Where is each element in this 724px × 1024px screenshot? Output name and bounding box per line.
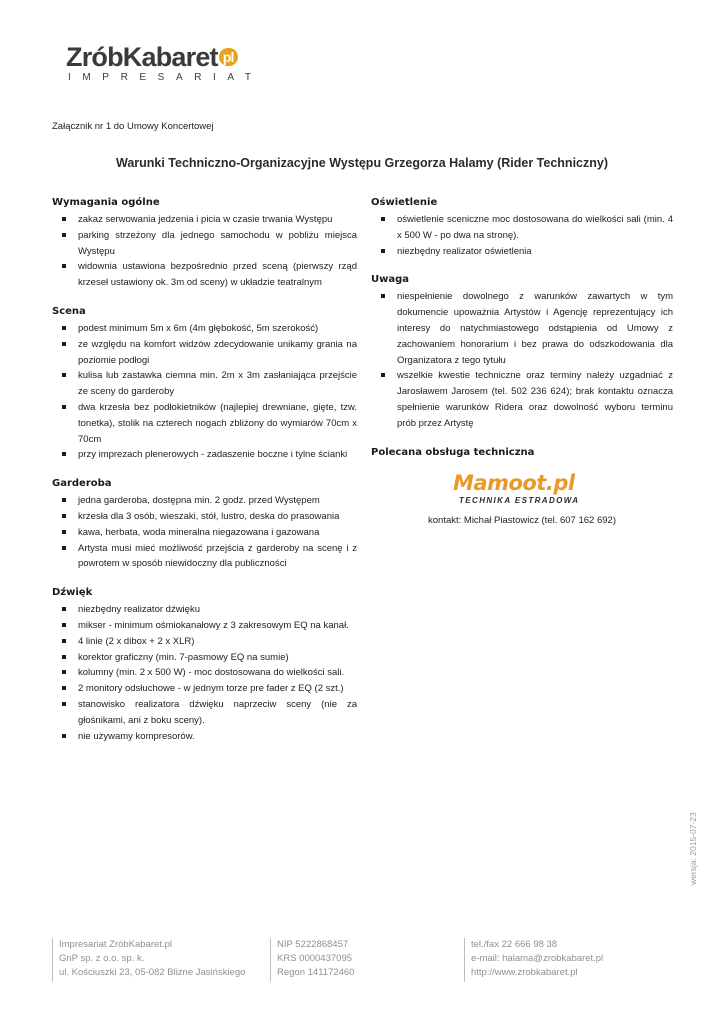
list-item: parking strzeżony dla jednego samochodu w pobliżu miejsca Występu [52, 228, 357, 260]
list-item: widownia ustawiona bezpośrednio przed sceną (pierwszy rząd krzeseł ustawiony ok. 3m od sceny) w układzie teatralnym [52, 259, 357, 291]
section-dressing-room [52, 477, 357, 572]
footer-line: GnP sp. z o.o. sp. k. [59, 953, 145, 964]
list-item: stanowisko realizatora dźwięku naprzeciw sceny (nie za głośnikami, ani z boku sceny). [52, 697, 357, 729]
list-item: 2 monitory odsłuchowe - w jednym torze pre fader z EQ (2 szt.) [52, 681, 357, 697]
list-item: kulisa lub zastawka ciemna min. 2m x 3m zasłaniająca przejście ze sceny do garderoby [52, 368, 357, 400]
left-column [52, 196, 357, 758]
list-item: Artysta musi mieć możliwość przejścia z garderoby na scenę i z powrotem w sposób niewidoczny dla publiczności [52, 541, 357, 573]
item-list [52, 212, 357, 291]
list-item: podest minimum 5m x 6m (4m głębokość, 5m szerokość) [52, 321, 357, 337]
footer-website-link[interactable]: http://www.zrobkabaret.pl [471, 967, 578, 978]
footer-registration [270, 938, 354, 982]
section-notice [371, 273, 673, 431]
document-title: Warunki Techniczno-Organizacyjne Występu Grzegorza Halamy (Rider Techniczny) [115, 156, 608, 170]
section-heading: Oświetlenie [371, 197, 438, 208]
section-sound [52, 586, 357, 744]
footer-contact [464, 938, 603, 982]
list-item: ze względu na komfort widzów zdecydowanie unikamy grania na poziomie podłogi [52, 337, 357, 369]
section-heading: Garderoba [52, 478, 112, 490]
mamoot-logo-name: Mamoot.pl [453, 470, 575, 495]
company-logo [66, 42, 266, 90]
section-stage [52, 305, 357, 463]
right-column [371, 196, 673, 540]
item-list [52, 602, 357, 744]
footer-line: KRS 0000437095 [277, 953, 353, 964]
item-list [371, 212, 673, 259]
list-item: oświetlenie sceniczne moc dostosowana do wielkości sali (min. 4 x 500 W - po dwa na stronę). [371, 212, 673, 244]
logo-main-text: ZróbKabaret [66, 42, 218, 72]
section-heading: Scena [52, 305, 86, 317]
list-item: 4 linie (2 x dibox + 2 x XLR) [52, 634, 357, 650]
section-heading: Wymagania ogólne [52, 197, 160, 208]
section-heading: Polecana obsługa techniczna [371, 446, 535, 458]
attachment-label: Załącznik nr 1 do Umowy Koncertowej [52, 121, 214, 132]
contact-line: kontakt: Michał Piastowicz (tel. 607 162 692) [428, 514, 616, 526]
list-item: niespełnienie dowolnego z warunków zawartych w tym dokumencie upoważnia Artystów i Agencję reprezentujący ich interesy do natychmiastowego odstąpienia od Umowy z zachowaniem honorarium i bez prawa do odszkodowania dla Organizatora z tego tytułu [371, 289, 673, 368]
list-item: kolumny (min. 2 x 500 W) - moc dostosowana do wielkości sali. [52, 665, 357, 681]
list-item: korektor graficzny (min. 7-pasmowy EQ na sumie) [52, 650, 357, 666]
item-list [371, 289, 673, 431]
logo-subtitle: IMPRESARIAT [68, 72, 263, 83]
list-item: niezbędny realizator oświetlenia [371, 244, 673, 260]
item-list [52, 493, 357, 572]
list-item: niezbędny realizator dźwięku [52, 602, 357, 618]
footer-line: Impresariat ZróbKabaret.pl [59, 939, 172, 950]
list-item: zakaz serwowania jedzenia i picia w czasie trwania Występu [52, 212, 357, 228]
section-lighting [371, 196, 673, 259]
logo-pl-badge: pl [219, 48, 238, 66]
list-item: krzesła dla 3 osób, wieszaki, stół, lustro, deska do prasowania [52, 509, 357, 525]
list-item: nie używamy kompresorów. [52, 729, 357, 745]
item-list [52, 321, 357, 463]
list-item: mikser - minimum ośmiokanałowy z 3 zakresowym EQ na kanał. [52, 618, 357, 634]
list-item: dwa krzesła bez podłokietników (najlepiej drewniane, gięte, tzw. tonetka), stolik na czterech nogach zbliżony do wymiarów 70cm x 70cm [52, 400, 357, 447]
page-footer [52, 938, 682, 980]
section-general [52, 196, 357, 291]
section-heading: Uwaga [371, 274, 410, 286]
section-recommended [371, 446, 673, 526]
footer-company [52, 938, 245, 982]
footer-phone: tel./fax 22 666 98 38 [471, 939, 558, 950]
list-item: wszelkie kwestie techniczne oraz terminy należy uzgadniać z Jarosławem Jarosem (tel. 502 236 624); brak kontaktu oznacza spełnienie warunków Ridera oraz dowolność wyboru terminu prób przez Artystę [371, 368, 673, 431]
footer-line: NIP 5222868457 [277, 939, 349, 950]
mamoot-logo [453, 471, 583, 511]
mamoot-logo-tagline: TECHNIKA ESTRADOWA [459, 495, 580, 505]
footer-line: Regon 141172460 [277, 967, 355, 978]
list-item: jedna garderoba, dostępna min. 2 godz. przed Występem [52, 493, 357, 509]
version-label: wersja: 2015-07-23 [688, 812, 698, 885]
list-item: kawa, herbata, woda mineralna niegazowana i gazowana [52, 525, 357, 541]
footer-line: ul. Kościuszki 23, 05-082 Blizne Jasińskiego [59, 967, 246, 978]
section-heading: Dźwięk [52, 587, 93, 599]
list-item: przy imprezach plenerowych - zadaszenie boczne i tylne ścianki [52, 447, 357, 463]
footer-email-link[interactable]: e-mail: halama@zrobkabaret.pl [471, 953, 604, 964]
